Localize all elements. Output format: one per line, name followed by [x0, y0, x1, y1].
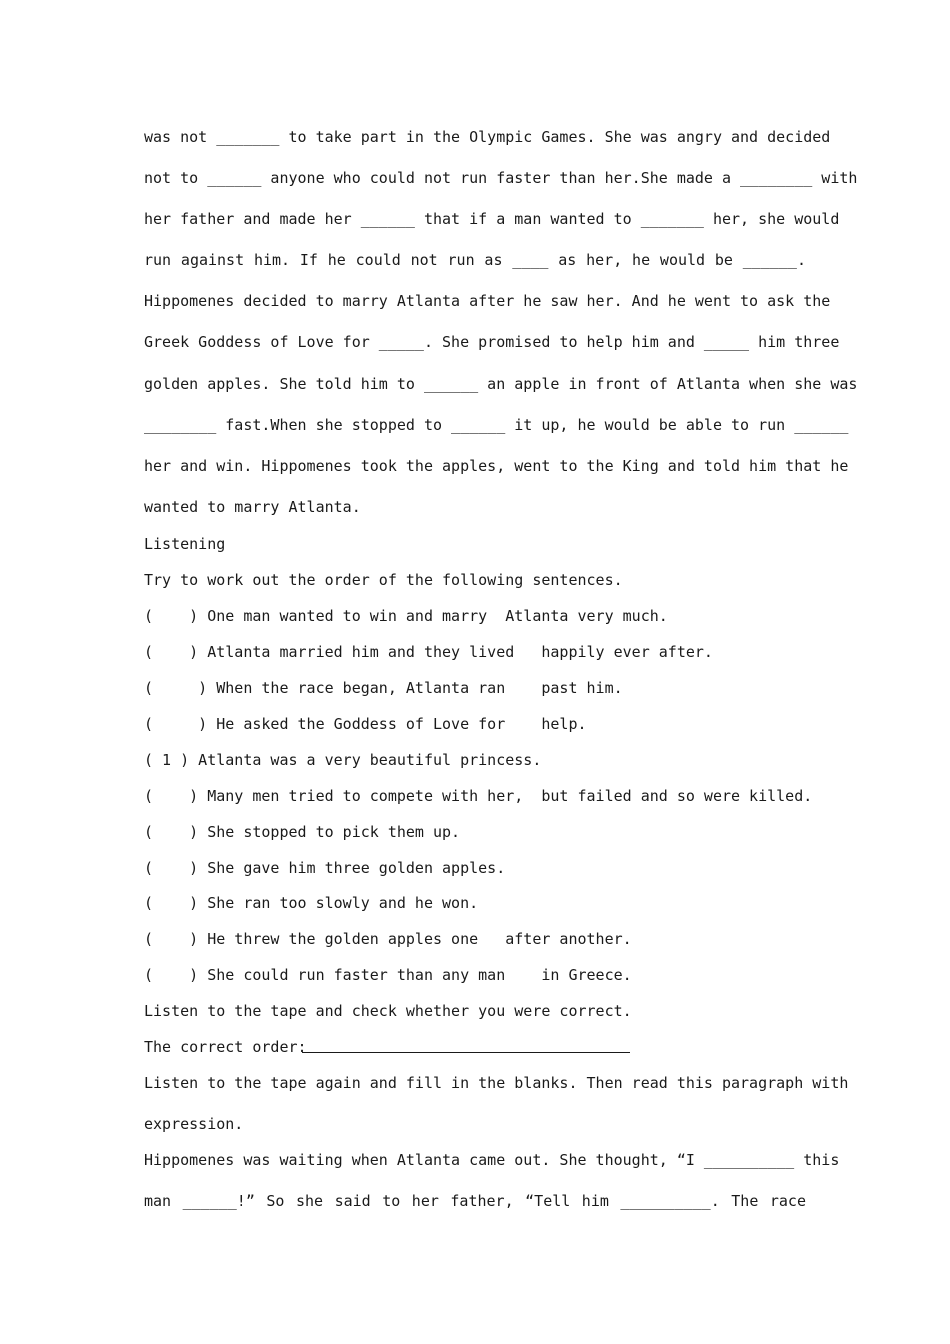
order-item: ( ) She stopped to pick them up.	[144, 823, 461, 841]
story-line: her and win. Hippomenes took the apples, went to the King and told him that he	[144, 457, 849, 475]
order-item: ( ) She could run faster than any man in Greece.	[144, 966, 632, 984]
story-line: wanted to marry Atlanta.	[144, 498, 361, 516]
order-item: ( ) She ran too slowly and he won.	[144, 894, 479, 912]
order-item: ( ) He asked the Goddess of Love for help.	[144, 715, 587, 733]
order-item: ( ) One man wanted to win and marry Atlanta very much.	[144, 607, 668, 625]
fill-instruction: expression.	[144, 1115, 244, 1133]
story-line: run against him. If he could not run as ____ as her, he would be ______.	[144, 251, 806, 269]
check-instruction: Listen to the tape and check whether you were correct.	[144, 1002, 632, 1020]
order-item: ( ) Atlanta married him and they lived happily ever after.	[144, 643, 713, 661]
order-item: ( ) He threw the golden apples one after another.	[144, 930, 632, 948]
fill-instruction: Listen to the tape again and fill in the blanks. Then read this paragraph with	[144, 1074, 849, 1092]
fill-paragraph-line: man ______!” So she said to her father, “Tell him __________. The race	[144, 1192, 806, 1210]
story-line: Greek Goddess of Love for _____. She promised to help him and _____ him three	[144, 333, 840, 351]
order-instruction: Try to work out the order of the following sentences.	[144, 571, 623, 589]
story-line: Hippomenes decided to marry Atlanta after he saw her. And he went to ask the	[144, 292, 831, 310]
story-line: not to ______ anyone who could not run faster than her.She made a ________ with	[144, 169, 858, 187]
story-line: ________ fast.When she stopped to ______ it up, he would be able to run ______	[144, 416, 849, 434]
order-item: ( ) She gave him three golden apples.	[144, 859, 506, 877]
story-line: golden apples. She told him to ______ an apple in front of Atlanta when she was	[144, 375, 858, 393]
order-item: ( 1 ) Atlanta was a very beautiful princess.	[144, 751, 542, 769]
order-item: ( ) Many men tried to compete with her, but failed and so were killed.	[144, 787, 813, 805]
story-line: was not _______ to take part in the Olympic Games. She was angry and decided	[144, 128, 831, 146]
fill-paragraph-line: Hippomenes was waiting when Atlanta came out. She thought, “I __________ this	[144, 1151, 840, 1169]
order-item: ( ) When the race began, Atlanta ran past him.	[144, 679, 623, 697]
correct-order-label: The correct order:	[144, 1038, 307, 1056]
section-heading: Listening	[144, 535, 226, 553]
story-line: her father and made her ______ that if a man wanted to _______ her, she would	[144, 210, 840, 228]
correct-order-answer-line[interactable]	[302, 1052, 630, 1053]
